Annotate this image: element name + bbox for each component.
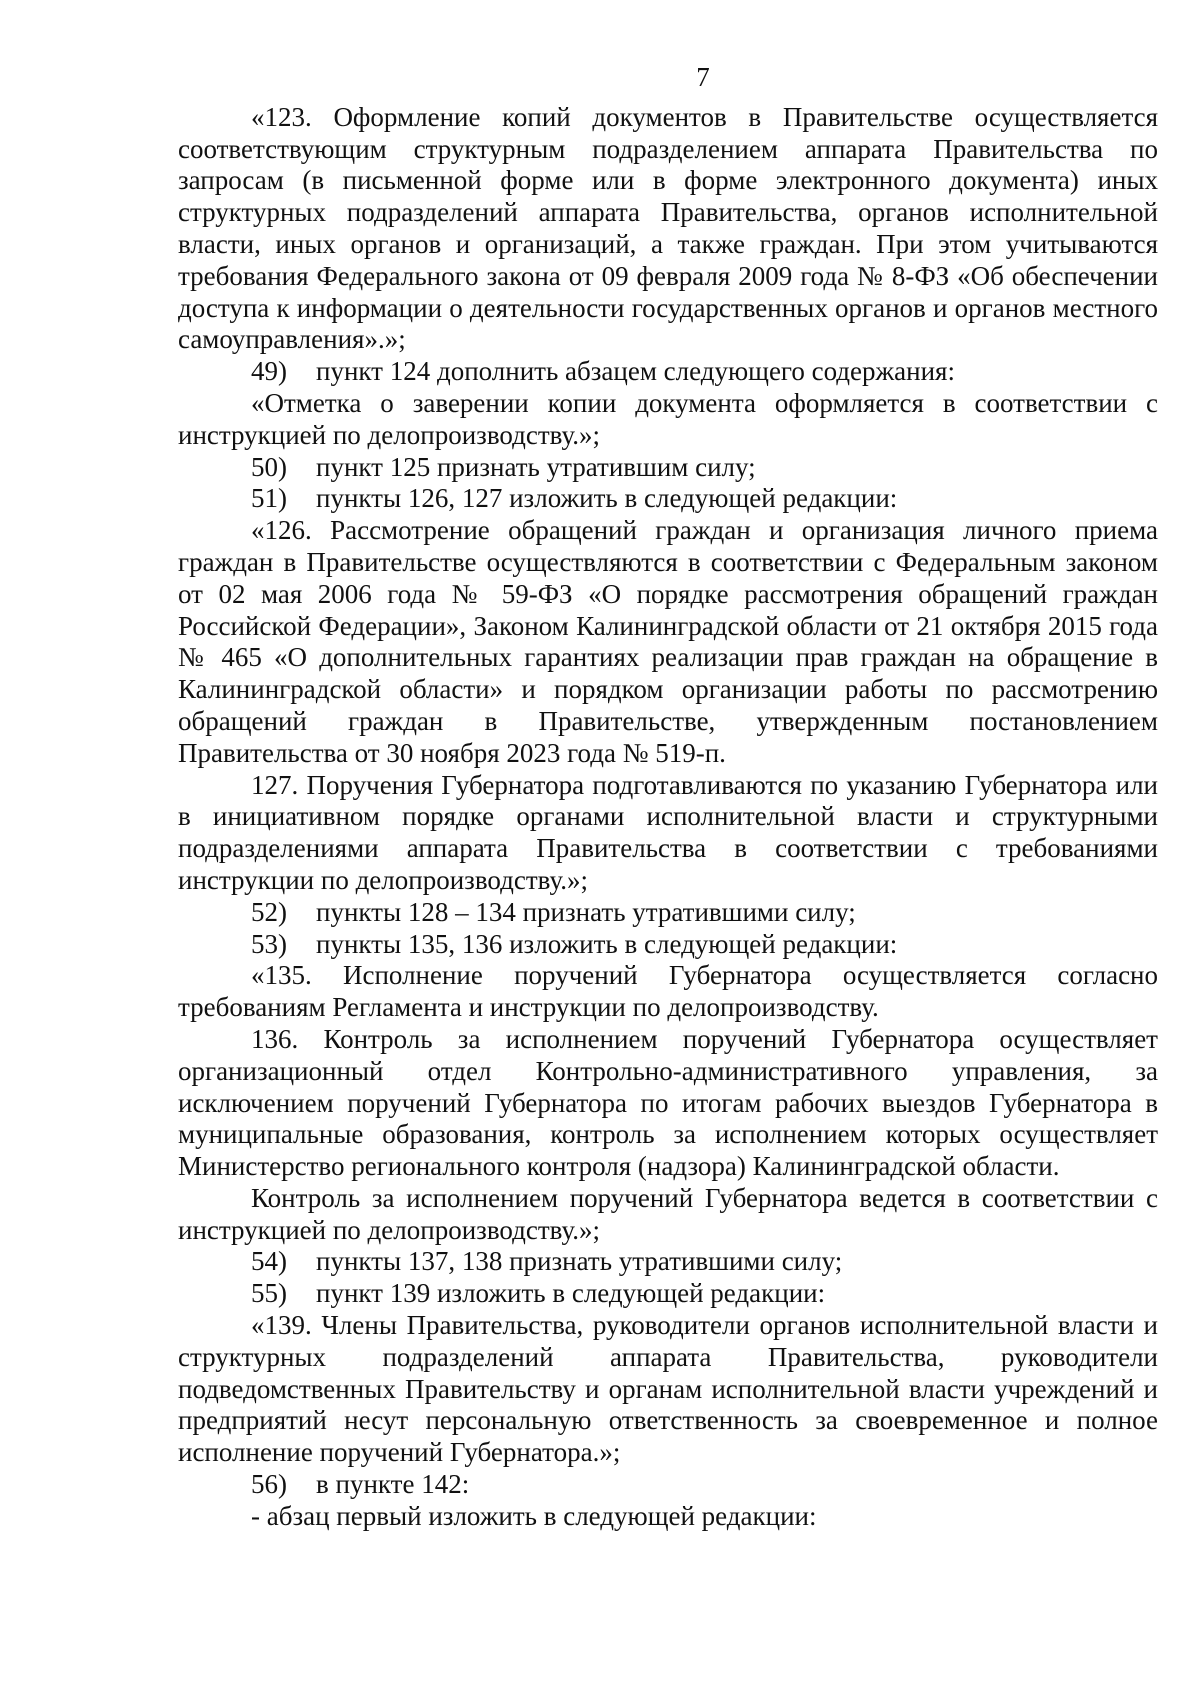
list-item (178, 483, 1158, 515)
item-number: 52) (251, 896, 287, 927)
paragraph: Контроль за исполнением поручений Губернатора ведется в соответствии с инструкцией по делопроизводству.»; (178, 1182, 1158, 1245)
item-number: 56) (251, 1469, 287, 1500)
item-text: пункт 139 изложить в следующей редакции: (316, 1278, 826, 1309)
list-item (178, 1469, 1158, 1501)
paragraph: 127. Поручения Губернатора подготавливаются по указанию Губернатора или в инициативном порядке органами исполнительной власти и структурными подразделениями аппарата Правительства в соответствии с требованиями инструкции по делопроизводству.»; (178, 769, 1158, 895)
paragraph: «126. Рассмотрение обращений граждан и организация личного приема граждан в Правительстве осуществляются в соответствии с Федеральным законом от 02 мая 2006 года № 59-ФЗ «О порядке рассмотрения обращений граждан Российской Федерации», Законом Калининградской области от 21 октября 2015 года № 465 «О дополнительных гарантиях реализации прав граждан на обращение в Калининградской области» и порядком организации работы по рассмотрению обращений граждан в Правительстве, утвержденным постановлением Правительства от 30 ноября 2023 года № 519-п. (178, 515, 1158, 768)
item-text: пункт 124 дополнить абзацем следующего содержания: (316, 356, 955, 387)
list-item (178, 452, 1158, 484)
document-page (178, 62, 1158, 1533)
list-item (178, 897, 1158, 929)
paragraph: «135. Исполнение поручений Губернатора осуществляется согласно требованиям Регламента и инструкции по делопроизводству. (178, 960, 1158, 1023)
document-body (178, 102, 1158, 1533)
paragraph: 136. Контроль за исполнением поручений Губернатора осуществляет организационный отдел Контрольно-административного управления, за исключением поручений Губернатора по итогам рабочих выездов Губернатора в муниципальные образования, контроль за исполнением которых осуществляет Министерство регионального контроля (надзора) Калининградской области. (178, 1023, 1158, 1182)
item-text: пункты 126, 127 изложить в следующей редакции: (316, 483, 898, 514)
list-item (178, 1278, 1158, 1310)
item-number: 49) (251, 356, 287, 387)
item-number: 55) (251, 1278, 287, 1309)
paragraph: «Отметка о заверении копии документа оформляется в соответствии с инструкцией по делопроизводству.»; (178, 387, 1158, 450)
item-text: пункты 135, 136 изложить в следующей редакции: (316, 928, 898, 959)
paragraph: «139. Члены Правительства, руководители органов исполнительной власти и структурных подразделений аппарата Правительства, руководители подведомственных Правительству и органам исполнительной власти учреждений и предприятий несут персональную ответственность за своевременное и полное исполнение поручений Губернатора.»; (178, 1310, 1158, 1468)
item-number: 50) (251, 451, 287, 482)
paragraph: - абзац первый изложить в следующей редакции: (251, 1500, 817, 1531)
item-text: пункт 125 признать утратившим силу; (316, 451, 756, 482)
paragraph: «123. Оформление копий документов в Правительстве осуществляется соответствующим структурным подразделением аппарата Правительства по запросам (в письменной форме или в форме электронного документа) иных структурных подразделений аппарата Правительства, органов исполнительной власти, иных органов и организаций, а также граждан. При этом учитываются требования Федерального закона от 09 февраля 2009 года № 8-ФЗ «Об обеспечении доступа к информации о деятельности государственных органов и органов местного самоуправления».»; (178, 101, 1158, 355)
item-number: 51) (251, 483, 287, 514)
item-text: пункты 137, 138 признать утратившими силу; (316, 1246, 843, 1277)
item-number: 53) (251, 928, 287, 959)
item-text: в пункте 142: (316, 1469, 470, 1500)
item-text: пункты 128 – 134 признать утратившими силу; (316, 896, 856, 927)
page-number: 7 (696, 62, 710, 92)
list-item (178, 929, 1158, 961)
item-number: 54) (251, 1246, 287, 1277)
list-item (178, 356, 1158, 388)
list-item (178, 1246, 1158, 1278)
